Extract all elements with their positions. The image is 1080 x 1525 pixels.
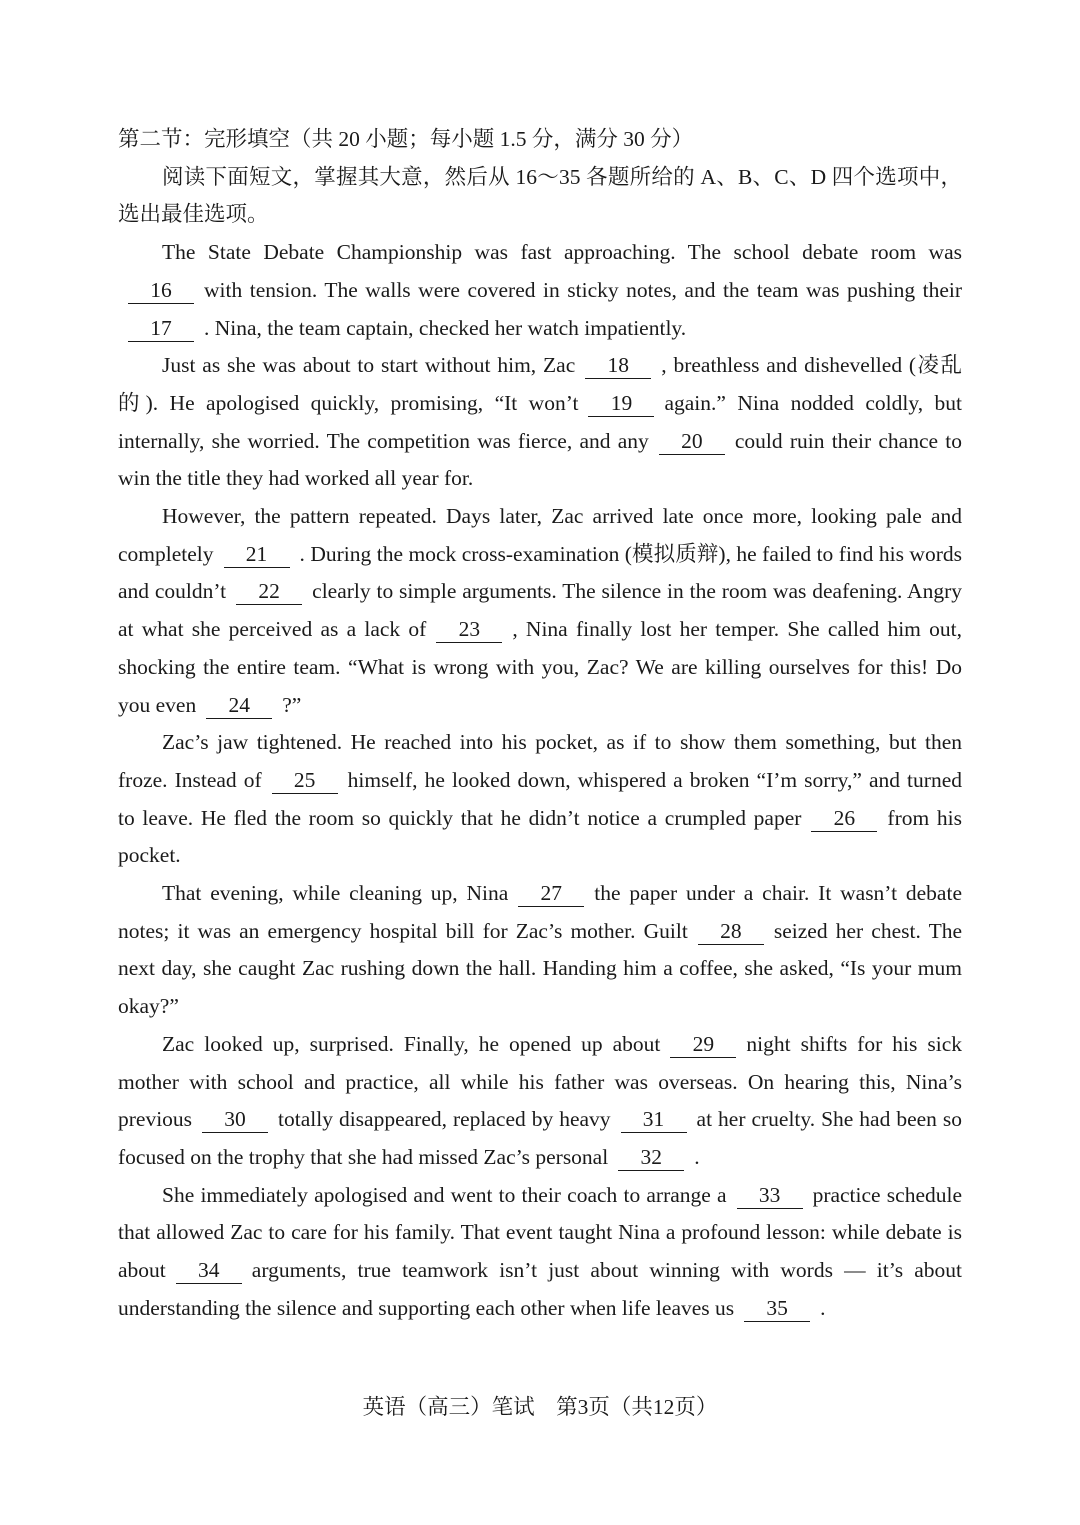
blank-16: 16: [128, 277, 194, 304]
p3-text-d: clearly to simple arguments. The silence in the room was deafening. Angry at what she perceived as a lack of: [118, 579, 962, 642]
p6-text-a: Zac looked up, surprised. Finally, he opened up about: [162, 1031, 661, 1056]
p7-text-c: practice schedule that allowed Zac to care for his family. That event taught Nina a profound lesson: while debate is about: [118, 1182, 962, 1283]
section-title: 第二节：完形填空（共 20 小题；每小题 1.5 分，满分 30 分）: [118, 127, 694, 151]
p2-text-a: Just as she was about to start without him, Zac: [162, 353, 576, 378]
blank-26: 26: [811, 805, 877, 832]
page-footer: 英语（高三）笔试 第3页（共12页）: [362, 1395, 718, 1419]
blank-25: 25: [272, 767, 338, 794]
blank-35: 35: [744, 1295, 810, 1322]
p2-text-e: could ruin their chance to win the title they had worked all year for.: [118, 428, 962, 491]
p7-text-e: .: [820, 1295, 826, 1320]
p6-text-c: night shifts for his sick mother with school and practice, all while his father was overseas. On hearing this, Nina’s previous: [118, 1031, 962, 1132]
blank-31: 31: [621, 1106, 687, 1133]
p5-text-d: seized her chest. The next day, she caught Zac rushing down the hall. Handing him a coffee, she asked, “Is your mum okay?”: [118, 918, 962, 1019]
blank-17: 17: [128, 315, 194, 342]
blank-34: 34: [176, 1257, 242, 1284]
p3-text-e: , Nina finally lost her temper. She called him out, shocking the entire team. “What is wrong with you, Zac? We are killing ourselves for this! Do you even: [118, 617, 962, 717]
p4-text-c: himself, he looked down, whispered a broken “I’m sorry,” and turned to leave. He fled the room so quickly that he didn’t notice a crumpled paper: [118, 767, 962, 830]
paragraph-4: [118, 724, 962, 875]
p5-text-c: the paper under a chair. It wasn’t debate notes; it was an emergency hospital bill for Zac’s mother. Guilt: [118, 881, 962, 943]
paragraph-7: [118, 1177, 962, 1328]
p4-text-d: from his pocket.: [118, 805, 962, 868]
blank-27: 27: [518, 880, 584, 907]
p1-text-a: The State Debate Championship was fast approaching. The school debate room was: [162, 240, 962, 265]
paragraph-2: [118, 347, 962, 498]
blank-30: 30: [202, 1106, 268, 1133]
p6-text-f: .: [694, 1144, 700, 1169]
p1-text-c: with tension. The walls were covered in sticky notes, and the team was pushing their: [204, 277, 962, 302]
p6-text-e: at her cruelty. She had been so focused on the trophy that she had missed Zac’s personal: [118, 1107, 962, 1169]
paragraph-1: [118, 234, 962, 347]
blank-18: 18: [585, 352, 651, 379]
p2-text-d: again.” Nina nodded coldly, but internally, she worried. The competition was fierce, and any: [118, 390, 962, 453]
section-instructions: 阅读下面短文，掌握其大意，然后从 16～35 各题所给的 A、B、C、D 四个选项中，选出最佳选项。: [118, 164, 962, 227]
blank-22: 22: [236, 578, 302, 605]
p7-text-a: She immediately apologised and went to their coach to arrange a: [162, 1182, 727, 1207]
p7-text-d: arguments, true teamwork isn’t just about winning with words — it’s about understanding the silence and supporting each other when life leaves us: [118, 1258, 962, 1320]
p3-text-a: However, the pattern repeated. Days later, Zac arrived late once more, looking pale and completely: [118, 504, 962, 566]
blank-21: 21: [224, 541, 290, 568]
p6-text-d: totally disappeared, replaced by heavy: [278, 1107, 611, 1132]
p3-text-c: . During the mock cross-examination (模拟质辩), he failed to find his words and couldn’t: [118, 541, 962, 604]
p2-text-c: , breathless and dishevelled (凌乱的). He apologised quickly, promising, “It won’t: [118, 353, 962, 415]
p4-text-a: Zac’s jaw tightened. He reached into his pocket, as if to show them something, but then froze. Instead of: [118, 730, 962, 792]
paragraph-6: [118, 1026, 962, 1177]
blank-28: 28: [698, 918, 764, 945]
paragraph-5: [118, 875, 962, 1026]
blank-33: 33: [737, 1182, 803, 1209]
blank-29: 29: [670, 1031, 736, 1058]
blank-20: 20: [659, 428, 725, 455]
blank-32: 32: [618, 1144, 684, 1171]
p3-text-f: ?”: [282, 692, 302, 717]
blank-23: 23: [436, 616, 502, 643]
blank-19: 19: [588, 390, 654, 417]
cloze-section: [118, 121, 962, 1328]
paragraph-3: [118, 498, 962, 724]
p5-text-a: That evening, while cleaning up, Nina: [162, 881, 509, 906]
p1-text-d: . Nina, the team captain, checked her watch impatiently.: [204, 315, 687, 340]
blank-24: 24: [206, 692, 272, 719]
